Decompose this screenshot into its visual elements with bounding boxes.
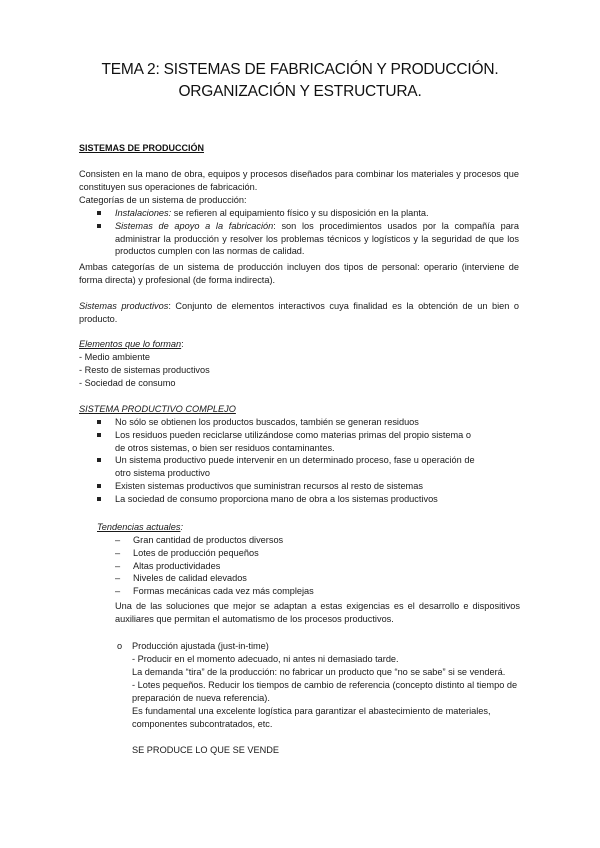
list-item: No sólo se obtienen los productos buscados, también se generan residuos bbox=[79, 416, 479, 429]
document-title-line-1: TEMA 2: SISTEMAS DE FABRICACIÓN Y PRODUCCIÓN. bbox=[101, 61, 499, 78]
personnel-paragraph: Ambas categorías de un sistema de producción incluyen dos tipos de personal: operario (interviene de forma directa) y profesional (de forma indirecta). bbox=[79, 262, 519, 285]
elements-heading-text: Elementos que lo forman bbox=[79, 339, 182, 349]
list-item: – Niveles de calidad elevados bbox=[97, 572, 497, 585]
categories-list bbox=[79, 207, 519, 258]
list-item: – Formas mecánicas cada vez más complejas bbox=[97, 585, 497, 598]
list-item: Existen sistemas productivos que suministran recursos al resto de sistemas bbox=[79, 480, 479, 493]
jit-line: La demanda “tira” de la producción: no fabricar un producto que “no se sabe” si se venderá. bbox=[132, 667, 506, 677]
trends-heading-text: Tendencias actuales bbox=[97, 522, 181, 532]
category-text: : son los procedimientos usados por la compañía para administrar la producción y resolver los problemas técnicos y logísticos y la seguridad de que los productos cumplen con las normas de calidad. bbox=[115, 220, 519, 257]
trends-heading bbox=[97, 521, 537, 534]
list-item: - Resto de sistemas productivos bbox=[79, 364, 210, 375]
definition-text: : Conjunto de elementos interactivos cuya finalidad es la obtención de un bien o producto. bbox=[79, 301, 519, 324]
section-heading: SISTEMAS DE PRODUCCIÓN bbox=[79, 143, 205, 153]
trends-conclusion: Una de las soluciones que mejor se adaptan a estas exigencias es el desarrollo e dispositivos auxiliares que permitan el automatismo de los procesos productivos. bbox=[115, 601, 520, 624]
list-item bbox=[79, 207, 519, 220]
trends-list bbox=[97, 534, 497, 598]
jit-line: - Lotes pequeños. Reducir los tiempos de cambio de referencia (concepto distinto al tiempo de preparación de nueva referencia). bbox=[132, 680, 518, 703]
trends-heading-suffix: : bbox=[180, 522, 183, 532]
list-item bbox=[79, 220, 519, 258]
list-item: – Altas productividades bbox=[97, 560, 497, 573]
document-title-line-2: ORGANIZACIÓN Y ESTRUCTURA. bbox=[178, 83, 422, 100]
productive-systems-definition bbox=[79, 300, 519, 326]
list-item: Un sistema productivo puede intervenir en un determinado proceso, fase u operación de otro sistema productivo bbox=[79, 454, 479, 480]
list-item: Los residuos pueden reciclarse utilizándose como materias primas del propio sistema o de otros sistemas, o bien ser residuos contaminantes. bbox=[79, 429, 479, 455]
intro-paragraph: Consisten en la mano de obra, equipos y procesos diseñados para combinar los materiales y procesos que constituyen sus operaciones de fabricación. bbox=[79, 169, 519, 192]
category-term: Instalaciones: bbox=[115, 208, 172, 218]
complex-system-heading: SISTEMA PRODUCTIVO COMPLEJO bbox=[79, 404, 236, 414]
category-text: se refieren al equipamiento físico y su disposición en la planta. bbox=[171, 208, 429, 218]
list-item: – Gran cantidad de productos diversos bbox=[97, 534, 497, 547]
jit-motto: SE PRODUCE LO QUE SE VENDE bbox=[132, 745, 280, 755]
elements-heading bbox=[79, 338, 519, 351]
list-item: - Sociedad de consumo bbox=[79, 377, 176, 388]
list-item: - Medio ambiente bbox=[79, 352, 150, 362]
elements-heading-suffix: : bbox=[181, 339, 184, 349]
jit-title: Producción ajustada (just-in-time) bbox=[132, 641, 269, 651]
list-item: La sociedad de consumo proporciona mano de obra a los sistemas productivos bbox=[79, 493, 479, 506]
jit-line: - Producir en el momento adecuado, ni antes ni demasiado tarde. bbox=[132, 654, 399, 664]
jit-line: Es fundamental una excelente logística para garantizar el abastecimiento de materiales, componentes subcontratados, etc. bbox=[132, 706, 491, 729]
hollow-bullet-icon: o bbox=[117, 641, 123, 651]
categories-intro: Categorías de un sistema de producción: bbox=[79, 195, 247, 205]
complex-system-list bbox=[79, 416, 479, 506]
elements-list bbox=[79, 351, 519, 389]
category-term: Sistemas de apoyo a la fabricación bbox=[115, 220, 274, 231]
list-item: – Lotes de producción pequeños bbox=[97, 547, 497, 560]
definition-term: Sistemas productivos bbox=[79, 301, 169, 311]
